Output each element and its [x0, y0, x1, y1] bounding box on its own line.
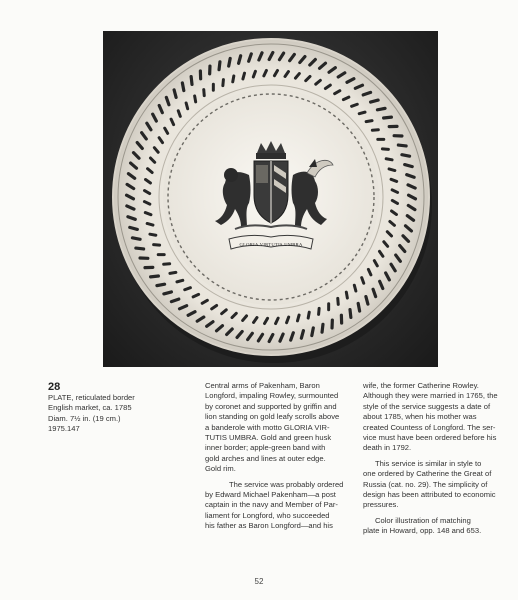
text-line: Central arms of Pakenham, Baron — [205, 381, 320, 390]
text-line: gold arches and lines at outer edge. — [205, 453, 326, 463]
text-line: his father as Baron Longford—and his — [205, 521, 333, 531]
border-slot — [388, 125, 399, 129]
border-slot — [199, 69, 203, 80]
text-line: plate in Howard, opp. 148 and 653. — [363, 526, 482, 536]
description-paragraph — [205, 381, 355, 475]
text-line: The service was probably ordered — [229, 479, 344, 489]
caption-line: 1975.147 — [48, 424, 80, 434]
caption-line: English market, ca. 1785 — [48, 403, 132, 413]
text-line: This service is similar in style to — [375, 458, 482, 468]
comparison-paragraph — [363, 459, 503, 511]
text-line: style of the service suggests a date of — [363, 401, 491, 411]
text-line: Longford, impaling Rowley, surmounted — [205, 391, 339, 401]
text-line: liament for Longford, who succeeded — [205, 510, 330, 520]
caption-line: PLATE, reticulated border — [48, 393, 135, 402]
border-slot — [143, 266, 154, 270]
border-slot — [340, 314, 344, 325]
border-slot — [208, 64, 212, 75]
text-line: by coronet and supported by griffin and — [205, 401, 337, 411]
description-column-2 — [363, 381, 503, 537]
border-slot — [212, 83, 215, 92]
text-line: Gold rim. — [205, 464, 236, 474]
description-column-1 — [205, 381, 355, 532]
caption-line: Diam. 7½ in. (19 cm.) — [48, 413, 121, 423]
text-line: vice must have been ordered before his — [363, 433, 497, 443]
plate-photograph — [103, 31, 438, 367]
border-slot — [392, 134, 403, 138]
catalog-caption — [48, 393, 163, 435]
text-line: design has been attributed to economic — [363, 490, 496, 500]
page-number: 52 — [254, 577, 264, 586]
border-slot — [330, 318, 334, 329]
text-line: captain in the navy and Member of Par- — [205, 500, 338, 510]
text-line: death in 1792. — [363, 443, 412, 453]
text-line: Russia (cat. no. 29). The simplicity of — [363, 479, 488, 489]
text-line: lion standing on gold leafy scrolls above — [205, 412, 340, 422]
text-line: created Countess of Longford. The ser- — [363, 422, 496, 432]
text-line: one ordered by Catherine the Great of — [363, 469, 492, 479]
motto-banderole-text: GLORIA VIRTUTIS UMBRA — [239, 242, 303, 247]
history-paragraph — [205, 480, 355, 532]
text-line: about 1785, when his mother was — [363, 412, 477, 422]
border-slot — [376, 138, 385, 141]
text-line: a banderole with motto GLORIA VIR- — [205, 422, 330, 432]
catalog-number: 28 — [48, 381, 61, 393]
text-line: by Edward Michael Pakenham—a post — [205, 490, 336, 500]
reference-paragraph — [363, 516, 503, 537]
text-line: pressures. — [363, 500, 399, 510]
text-line: inner border; apple-green band with — [205, 443, 326, 453]
plate-illustration — [103, 31, 438, 367]
border-slot — [157, 253, 166, 256]
border-slot — [138, 256, 149, 260]
text-line: TUTIS UMBRA. Gold and green husk — [205, 433, 332, 443]
text-line: Although they were married in 1765, the — [363, 391, 498, 401]
border-slot — [327, 302, 330, 311]
text-line: wife, the former Catherine Rowley. — [363, 381, 479, 390]
text-line: Color illustration of matching — [375, 515, 471, 525]
history-paragraph-continued — [363, 381, 503, 454]
